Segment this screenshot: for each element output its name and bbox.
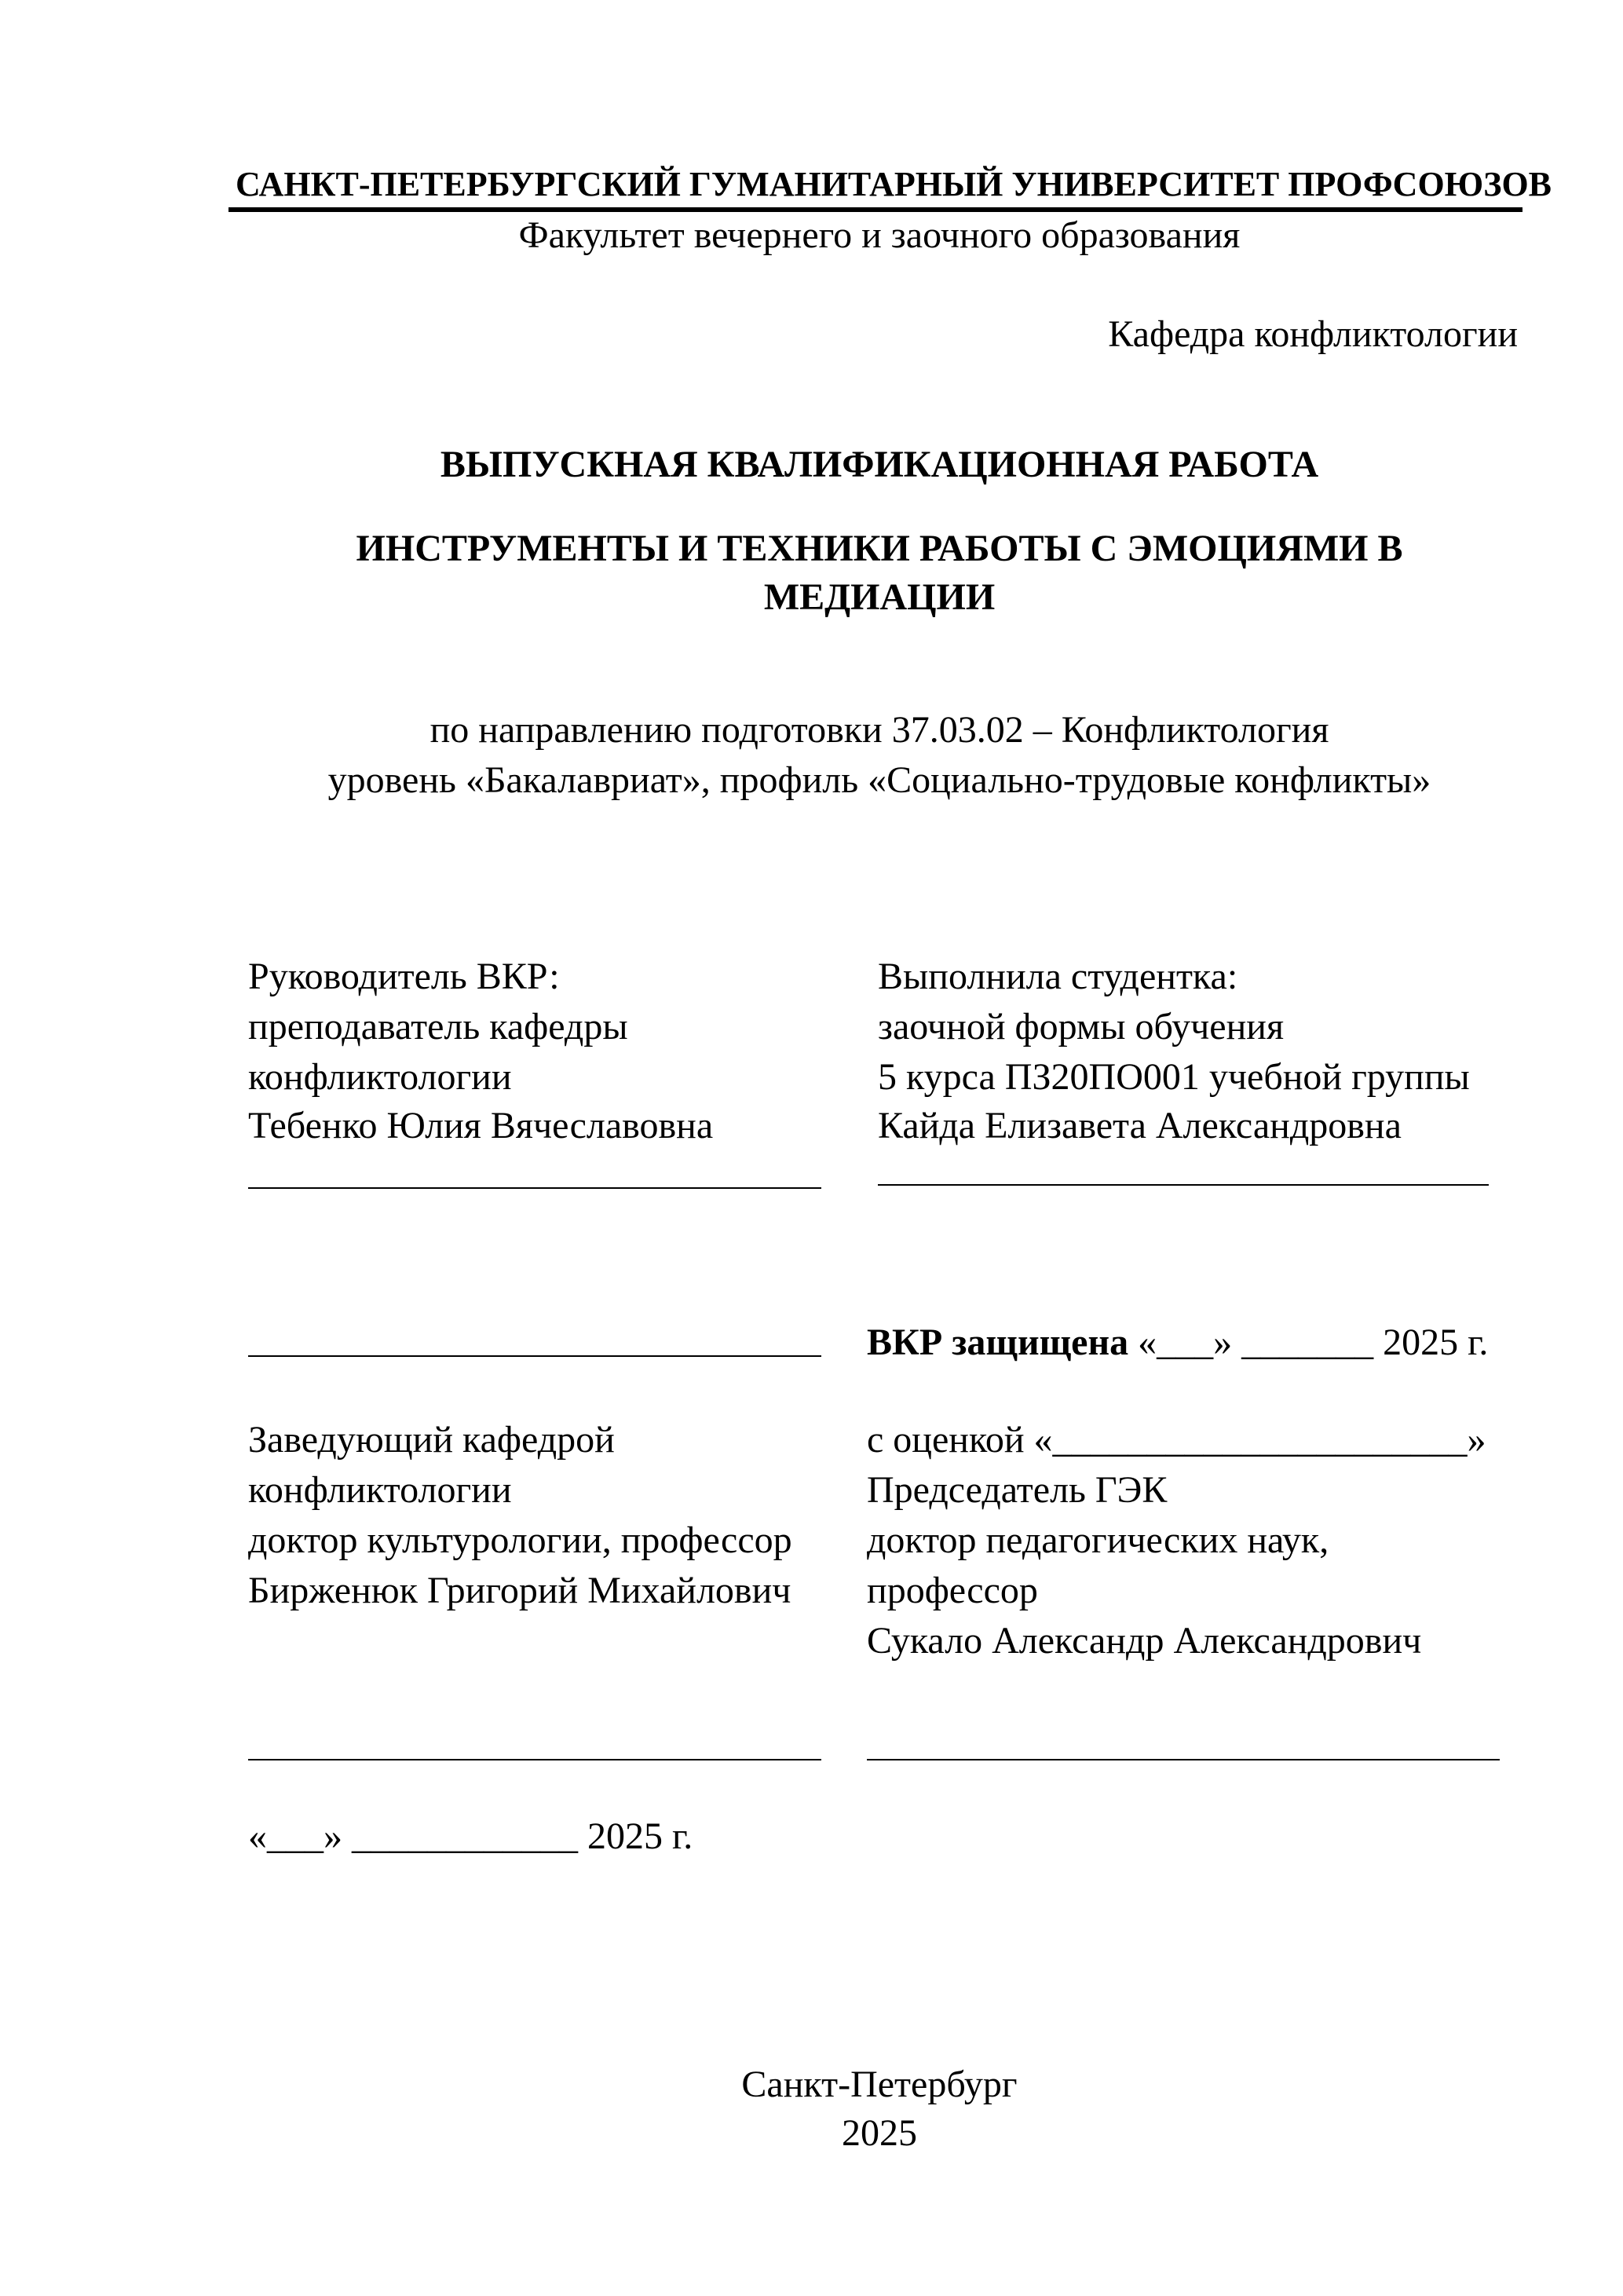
head-name: Бирженюк Григорий Михайлович xyxy=(248,1570,791,1611)
faculty-name: Факультет вечернего и заочного образования xyxy=(518,214,1241,256)
chair-name: Сукало Александр Александрович xyxy=(867,1620,1422,1662)
head-line: Заведующий кафедрой xyxy=(248,1419,615,1461)
chair-line: профессор xyxy=(867,1570,1038,1611)
chair-line: Председатель ГЭК xyxy=(867,1469,1168,1511)
head-date: «___» ____________ 2025 г. xyxy=(248,1815,693,1857)
chair-signature-line xyxy=(867,1759,1500,1760)
head-signature-line xyxy=(248,1759,821,1760)
supervisor-line: конфликтологии xyxy=(248,1056,512,1098)
department-name: Кафедра конфликтологии xyxy=(1108,313,1518,355)
supervisor-signature-line xyxy=(248,1187,821,1189)
student-signature-line xyxy=(878,1184,1489,1186)
student-line: 5 курса ПЗ20ПО001 учебной группы xyxy=(878,1056,1470,1098)
grade-line: с оценкой «______________________» xyxy=(867,1419,1486,1461)
supervisor-line: Руководитель ВКР: xyxy=(248,956,560,997)
year: 2025 xyxy=(842,2112,917,2154)
defense-status xyxy=(867,1318,1488,1368)
student-name: Кайда Елизавета Александровна xyxy=(878,1105,1402,1146)
signature-line xyxy=(248,1355,821,1357)
student-line: заочной формы обучения xyxy=(878,1006,1285,1047)
student-line: Выполнила студентка: xyxy=(878,956,1238,997)
topic-line-1: ИНСТРУМЕНТЫ И ТЕХНИКИ РАБОТЫ С ЭМОЦИЯМИ В xyxy=(356,528,1403,569)
city: Санкт-Петербург xyxy=(741,2064,1018,2105)
level-profile: уровень «Бакалавриат», профиль «Социально-трудовые конфликты» xyxy=(327,759,1431,801)
direction: по направлению подготовки 37.03.02 – Конфликтология xyxy=(430,709,1329,751)
university-name: САНКТ-ПЕТЕРБУРГСКИЙ ГУМАНИТАРНЫЙ УНИВЕРСИТЕТ ПРОФСОЮЗОВ xyxy=(236,165,1552,203)
supervisor-line: преподаватель кафедры xyxy=(248,1006,628,1047)
chair-line: доктор педагогических наук, xyxy=(867,1519,1329,1561)
supervisor-name: Тебенко Юлия Вячеславовна xyxy=(248,1105,714,1146)
defense-date: «___» _______ 2025 г. xyxy=(1128,1322,1489,1363)
head-line: конфликтологии xyxy=(248,1469,512,1511)
head-line: доктор культурологии, профессор xyxy=(248,1519,792,1561)
defense-label: ВКР защищена xyxy=(867,1322,1129,1363)
topic-line-2: МЕДИАЦИИ xyxy=(763,576,996,618)
work-type: ВЫПУСКНАЯ КВАЛИФИКАЦИОННАЯ РАБОТА xyxy=(440,444,1319,485)
